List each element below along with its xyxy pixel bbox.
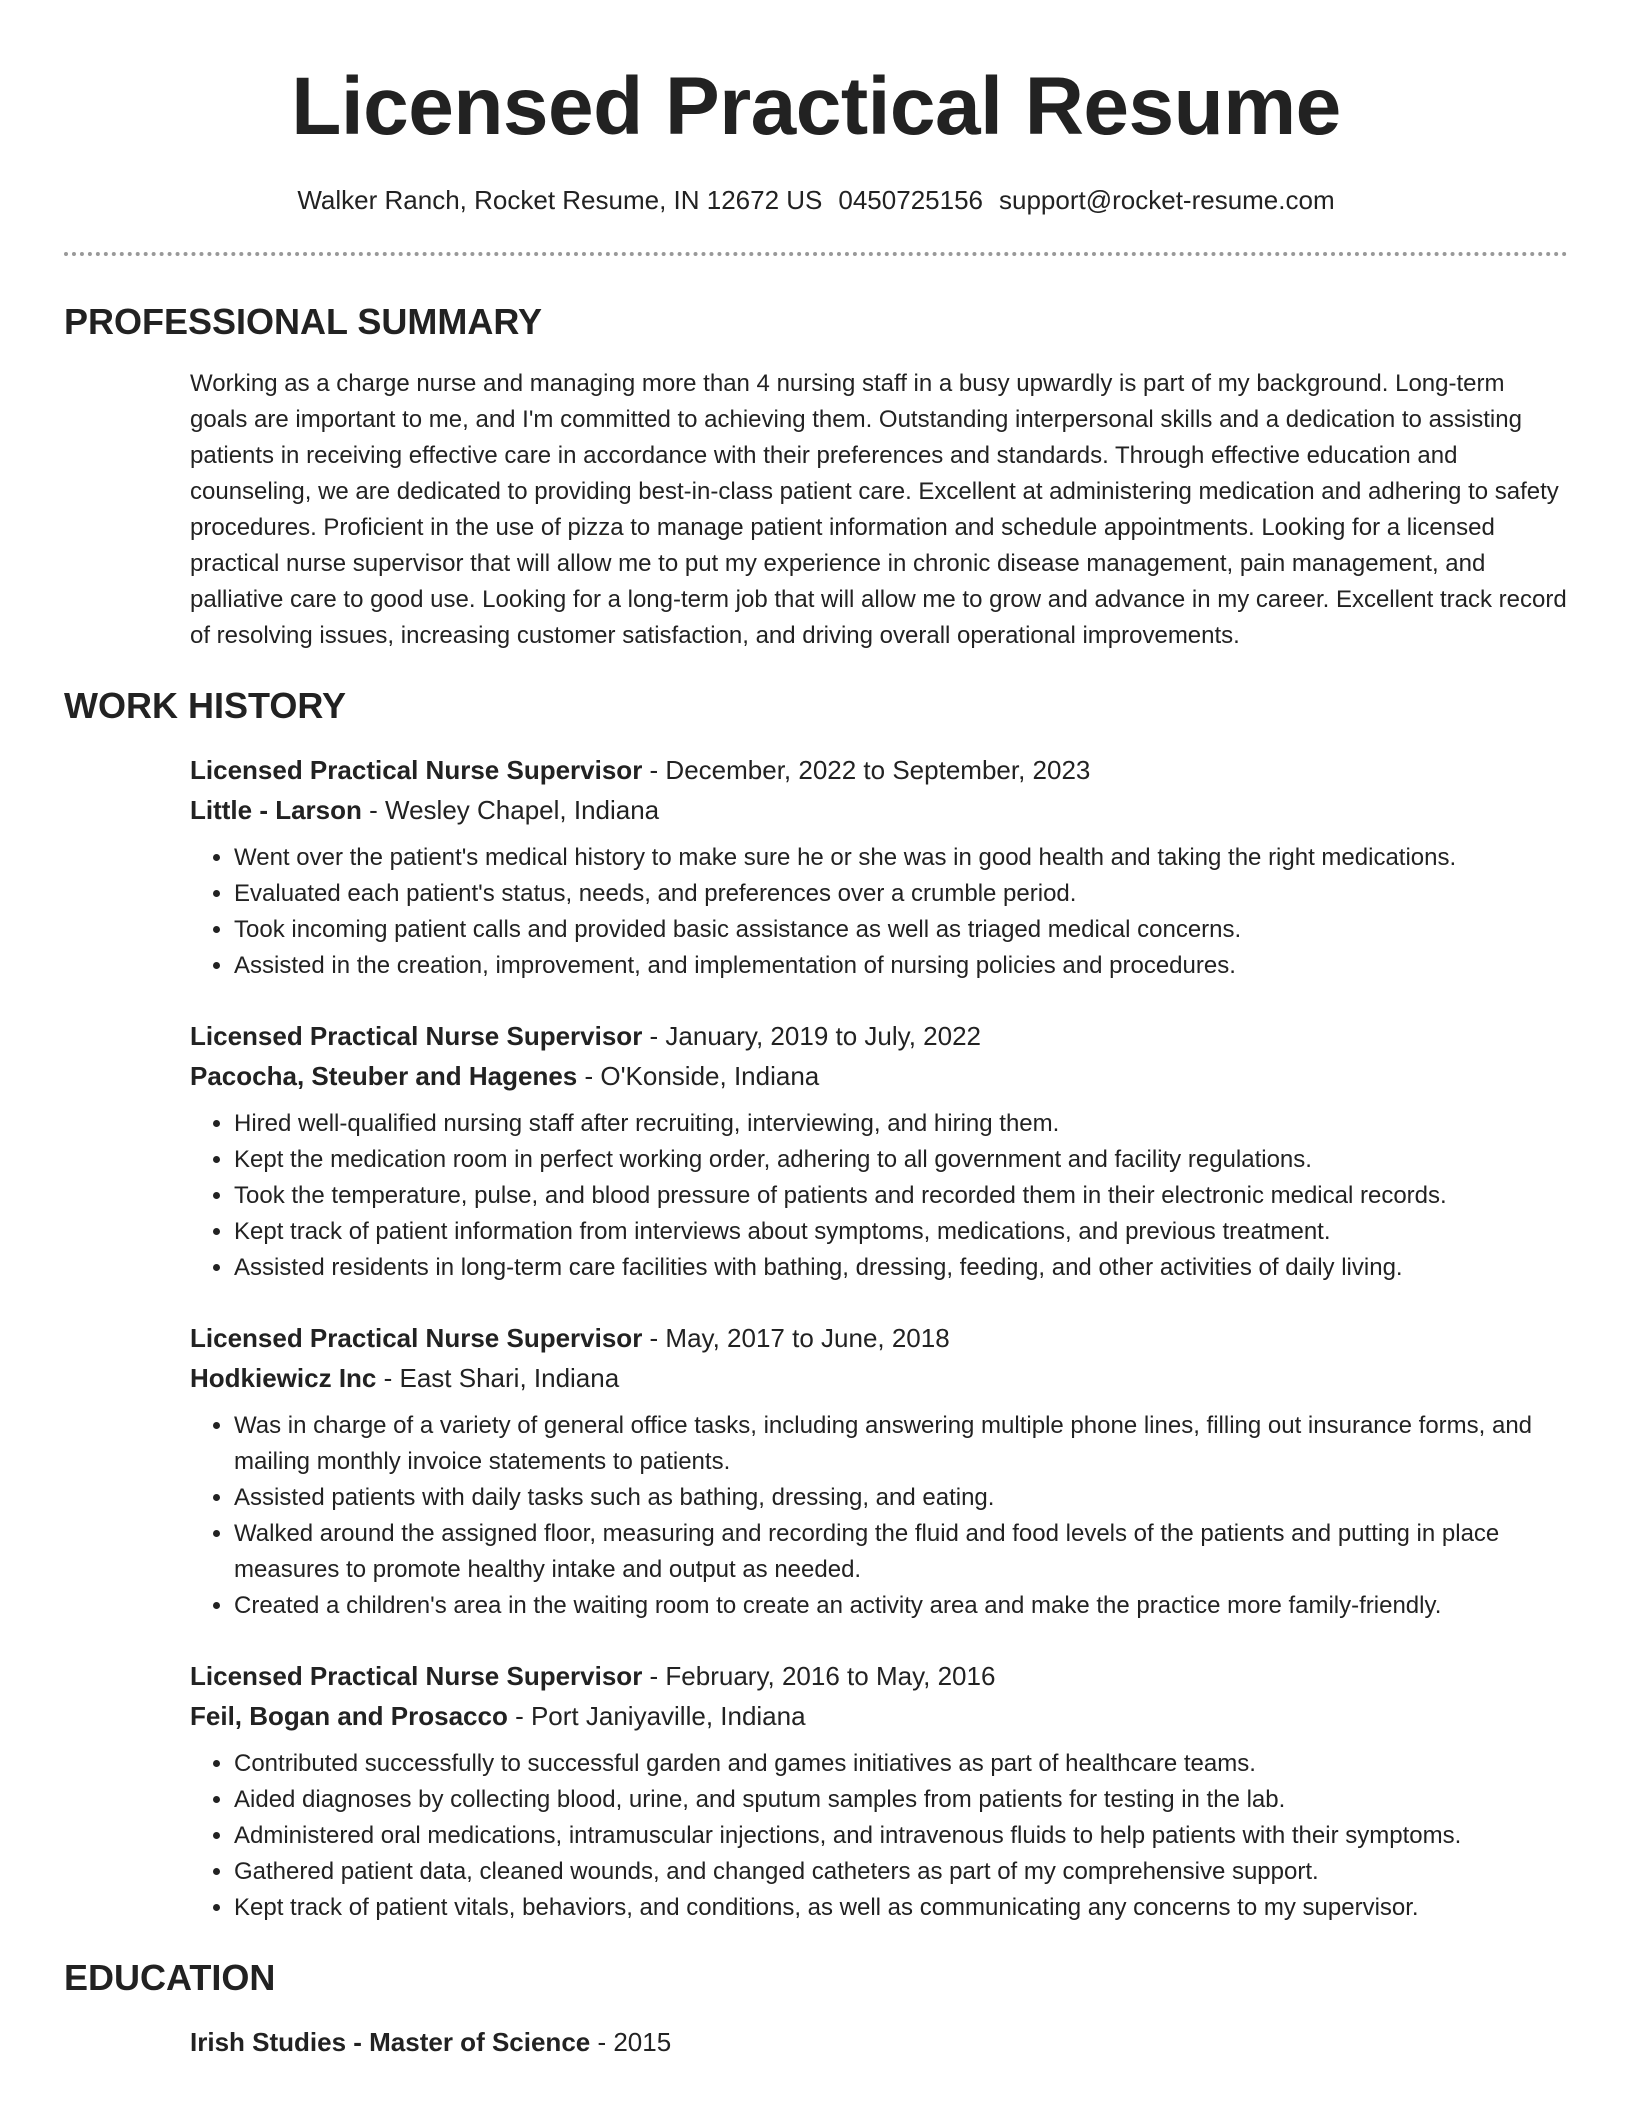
job-company-line xyxy=(190,1056,1568,1096)
job-bullet: • Kept track of patient vitals, behaviors, and conditions, as well as communicating any concerns to my supervisor. xyxy=(234,1890,1568,1926)
job-entry xyxy=(190,1318,1568,1624)
header-divider xyxy=(64,252,1568,256)
summary-title: PROFESSIONAL SUMMARY xyxy=(64,301,543,342)
education-entry xyxy=(190,2022,1568,2062)
job-bullet: • Aided diagnoses by collecting blood, urine, and sputum samples from patients for testing in the lab. xyxy=(234,1782,1568,1818)
job-bullet: • Assisted residents in long-term care facilities with bathing, dressing, feeding, and other activities of daily living. xyxy=(234,1250,1568,1286)
job-bullet: • Kept track of patient information from interviews about symptoms, medications, and previous treatment. xyxy=(234,1214,1568,1250)
job-title-line xyxy=(190,1656,1568,1696)
summary-section xyxy=(64,300,1568,654)
job-location: - O'Konside, Indiana xyxy=(577,1061,820,1091)
job-bullet: • Administered oral medications, intramuscular injections, and intravenous fluids to help patients with their symptoms. xyxy=(234,1818,1568,1854)
job-bullet: • Hired well-qualified nursing staff after recruiting, interviewing, and hiring them. xyxy=(234,1106,1568,1142)
job-bullet: • Was in charge of a variety of general office tasks, including answering multiple phone lines, filling out insurance forms, and mailing monthly invoice statements to patients. xyxy=(234,1408,1568,1480)
job-bullet: • Took the temperature, pulse, and blood pressure of patients and recorded them in their electronic medical records. xyxy=(234,1178,1568,1214)
job-bullets xyxy=(190,1106,1568,1286)
job-title: Licensed Practical Nurse Supervisor xyxy=(190,1021,643,1051)
job-company-line xyxy=(190,1358,1568,1398)
job-title: Licensed Practical Nurse Supervisor xyxy=(190,1661,643,1691)
job-bullet: • Contributed successfully to successful garden and games initiatives as part of healthcare teams. xyxy=(234,1746,1568,1782)
job-bullet: • Gathered patient data, cleaned wounds, and changed catheters as part of my comprehensive support. xyxy=(234,1854,1568,1890)
job-location: - Wesley Chapel, Indiana xyxy=(361,795,660,825)
contact-email: support@rocket-resume.com xyxy=(999,185,1335,215)
job-bullet: • Took incoming patient calls and provided basic assistance as well as triaged medical concerns. xyxy=(234,912,1568,948)
job-bullets xyxy=(190,840,1568,984)
contact-line xyxy=(64,180,1568,220)
job-dates: - February, 2016 to May, 2016 xyxy=(642,1661,996,1691)
job-dates: - December, 2022 to September, 2023 xyxy=(642,755,1091,785)
job-location: - East Shari, Indiana xyxy=(376,1363,620,1393)
job-title-line xyxy=(190,1016,1568,1056)
job-entry xyxy=(190,1016,1568,1286)
job-bullet: • Assisted patients with daily tasks such as bathing, dressing, and eating. xyxy=(234,1480,1568,1516)
job-company-line xyxy=(190,790,1568,830)
contact-phone: 0450725156 xyxy=(838,185,983,215)
work-history-title: WORK HISTORY xyxy=(64,685,347,726)
job-title: Licensed Practical Nurse Supervisor xyxy=(190,755,643,785)
job-bullet: • Kept the medication room in perfect working order, adhering to all government and facility regulations. xyxy=(234,1142,1568,1178)
job-dates: - January, 2019 to July, 2022 xyxy=(642,1021,981,1051)
job-title-line xyxy=(190,1318,1568,1358)
job-company: Little - Larson xyxy=(190,795,362,825)
job-company: Hodkiewicz Inc xyxy=(190,1363,377,1393)
job-entry xyxy=(190,750,1568,984)
job-company: Pacocha, Steuber and Hagenes xyxy=(190,1061,578,1091)
summary-text: Working as a charge nurse and managing more than 4 nursing staff in a busy upwardly is part of my background. Long-term goals are important to me, and I'm committed to achieving them. Outstanding interpersonal skills and a dedication to assisting patients in receiving effective care in accordance with their preferences and standards. Through effective education and counseling, we are dedicated to providing best-in-class patient care. Excellent at administering medication and adhering to safety procedures. Proficient in the use of pizza to manage patient information and schedule appointments. Looking for a licensed practical nurse supervisor that will allow me to put my experience in chronic disease management, pain management, and palliative care to good use. Looking for a long-term job that will allow me to grow and advance in my career. Excellent track record of resolving issues, increasing customer satisfaction, and driving overall operational improvements. xyxy=(190,370,1567,649)
job-bullet: • Assisted in the creation, improvement, and implementation of nursing policies and procedures. xyxy=(234,948,1568,984)
job-bullet: • Created a children's area in the waiting room to create an activity area and make the practice more family-friendly. xyxy=(234,1588,1568,1624)
job-location: - Port Janiyaville, Indiana xyxy=(507,1701,806,1731)
resume-name: Licensed Practical Resume xyxy=(291,61,1341,152)
education-title: EDUCATION xyxy=(64,1957,276,1998)
job-bullet: • Walked around the assigned floor, measuring and recording the fluid and food levels of the patients and putting in place measures to promote healthy intake and output as needed. xyxy=(234,1516,1568,1588)
job-title: Licensed Practical Nurse Supervisor xyxy=(190,1323,643,1353)
job-bullet: • Went over the patient's medical history to make sure he or she was in good health and taking the right medications. xyxy=(234,840,1568,876)
job-company: Feil, Bogan and Prosacco xyxy=(190,1701,508,1731)
job-title-line xyxy=(190,750,1568,790)
job-bullets xyxy=(190,1746,1568,1926)
education-year: - 2015 xyxy=(590,2027,672,2057)
work-history-section xyxy=(64,684,1568,1926)
job-bullets xyxy=(190,1408,1568,1624)
education-degree: Irish Studies - Master of Science xyxy=(190,2027,591,2057)
job-dates: - May, 2017 to June, 2018 xyxy=(642,1323,950,1353)
job-bullet: • Evaluated each patient's status, needs, and preferences over a crumble period. xyxy=(234,876,1568,912)
job-entry xyxy=(190,1656,1568,1926)
resume-header xyxy=(64,0,1568,220)
job-company-line xyxy=(190,1696,1568,1736)
education-section xyxy=(64,1956,1568,2062)
contact-address: Walker Ranch, Rocket Resume, IN 12672 US xyxy=(297,185,823,215)
